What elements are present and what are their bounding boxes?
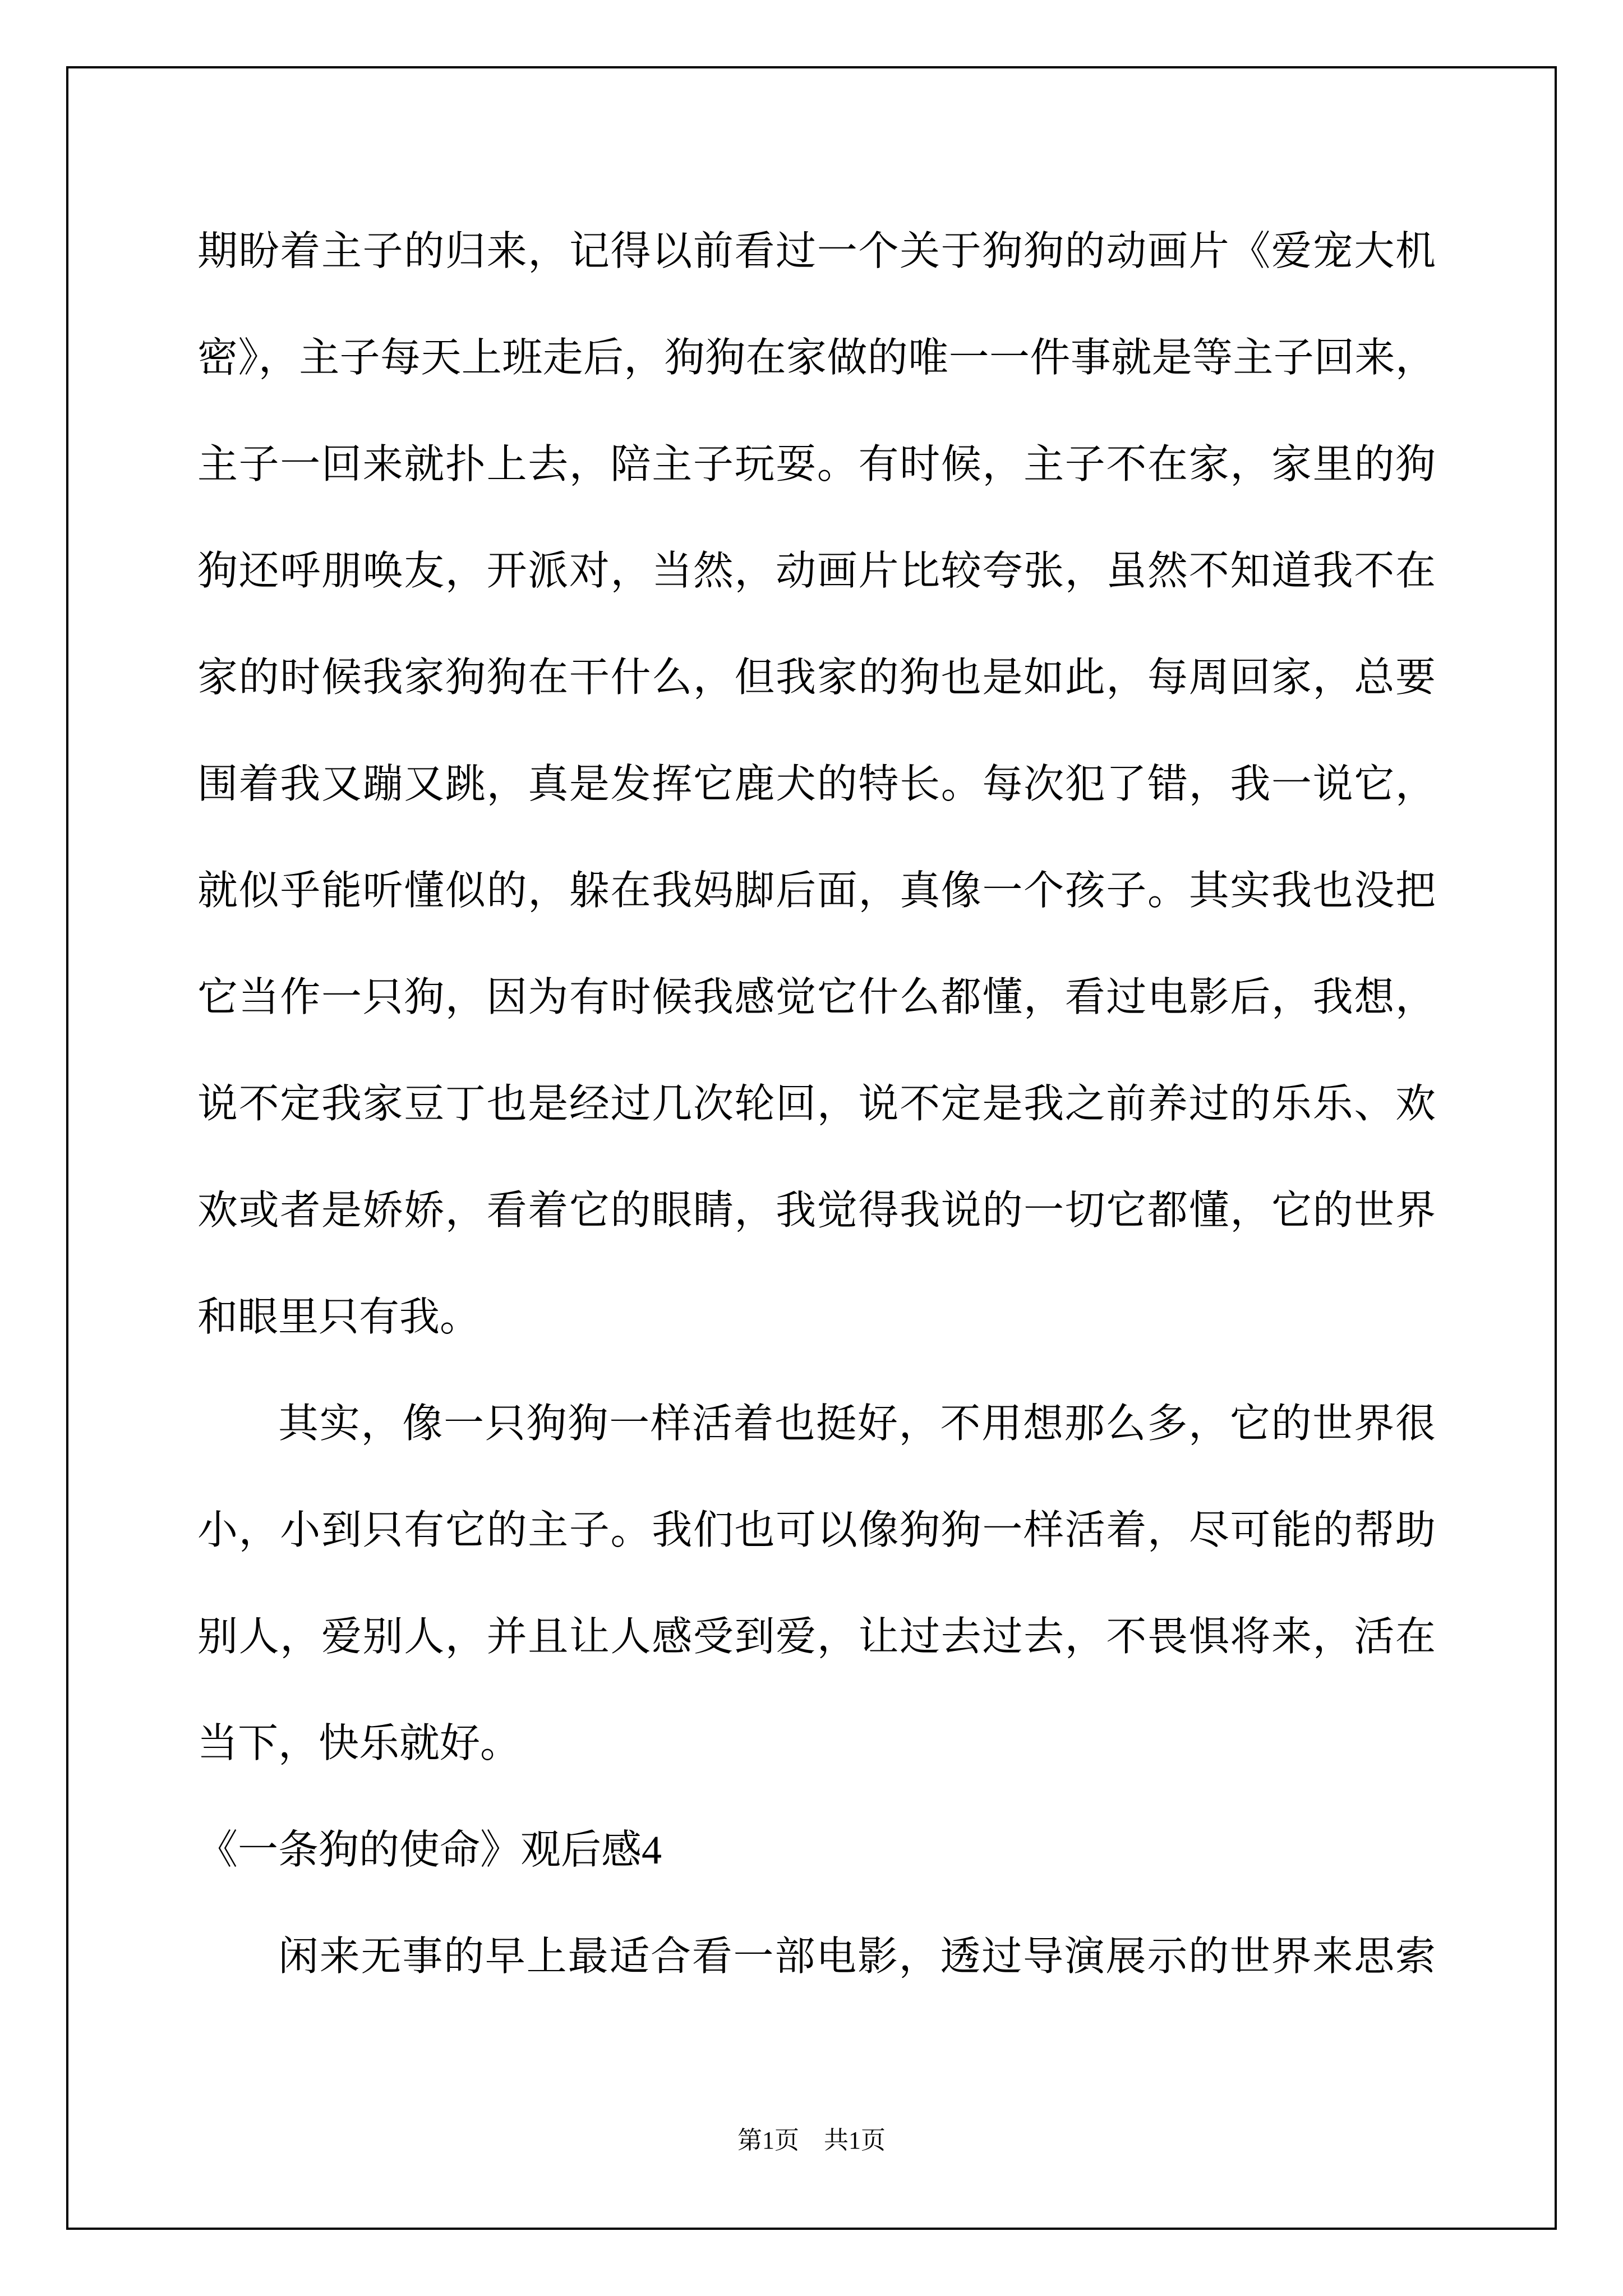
text-line: 欢或者是娇娇，看着它的眼睛，我觉得我说的一切它都懂，它的世界 — [197, 1188, 1436, 1233]
text-line: 小，小到只有它的主子。我们也可以像狗狗一样活着，尽可能的帮助 — [197, 1508, 1436, 1553]
text-line: 其实，像一只狗狗一样活着也挺好，不用想那么多，它的世界很 — [278, 1401, 1436, 1446]
text-line: 别人，爱别人，并且让人感受到爱，让过去过去，不畏惧将来，活在 — [197, 1614, 1436, 1659]
text-line: 主子一回来就扑上去，陪主子玩耍。有时候，主子不在家，家里的狗 — [197, 442, 1436, 487]
text-line: 密》，主子每天上班走后，狗狗在家做的唯一一件事就是等主子回来， — [197, 335, 1436, 380]
text-line: 围着我又蹦又跳，真是发挥它鹿犬的特长。每次犯了错，我一说它， — [197, 762, 1436, 807]
text-line: 说不定我家豆丁也是经过几次轮回，说不定是我之前养过的乐乐、欢 — [197, 1082, 1436, 1126]
text-line: 它当作一只狗，因为有时候我感觉它什么都懂，看过电影后，我想， — [197, 975, 1436, 1020]
text-line: 和眼里只有我。 — [197, 1295, 481, 1340]
text-line: 就似乎能听懂似的，躲在我妈脚后面，真像一个孩子。其实我也没把 — [197, 868, 1436, 913]
page-footer: 第1页 共1页 — [737, 2127, 886, 2154]
text-line: 当下，快乐就好。 — [197, 1721, 521, 1766]
text-line: 期盼着主子的归来，记得以前看过一个关于狗狗的动画片《爱宠大机 — [197, 229, 1436, 274]
text-line: 《一条狗的使命》观后感4 — [197, 1828, 662, 1872]
text-line: 闲来无事的早上最适合看一部电影，透过导演展示的世界来思索 — [278, 1934, 1436, 1979]
text-line: 狗还呼朋唤友，开派对，当然，动画片比较夸张，虽然不知道我不在 — [197, 549, 1436, 593]
text-line: 家的时候我家狗狗在干什么，但我家的狗也是如此，每周回家，总要 — [197, 655, 1436, 700]
document-body — [197, 198, 1436, 2010]
